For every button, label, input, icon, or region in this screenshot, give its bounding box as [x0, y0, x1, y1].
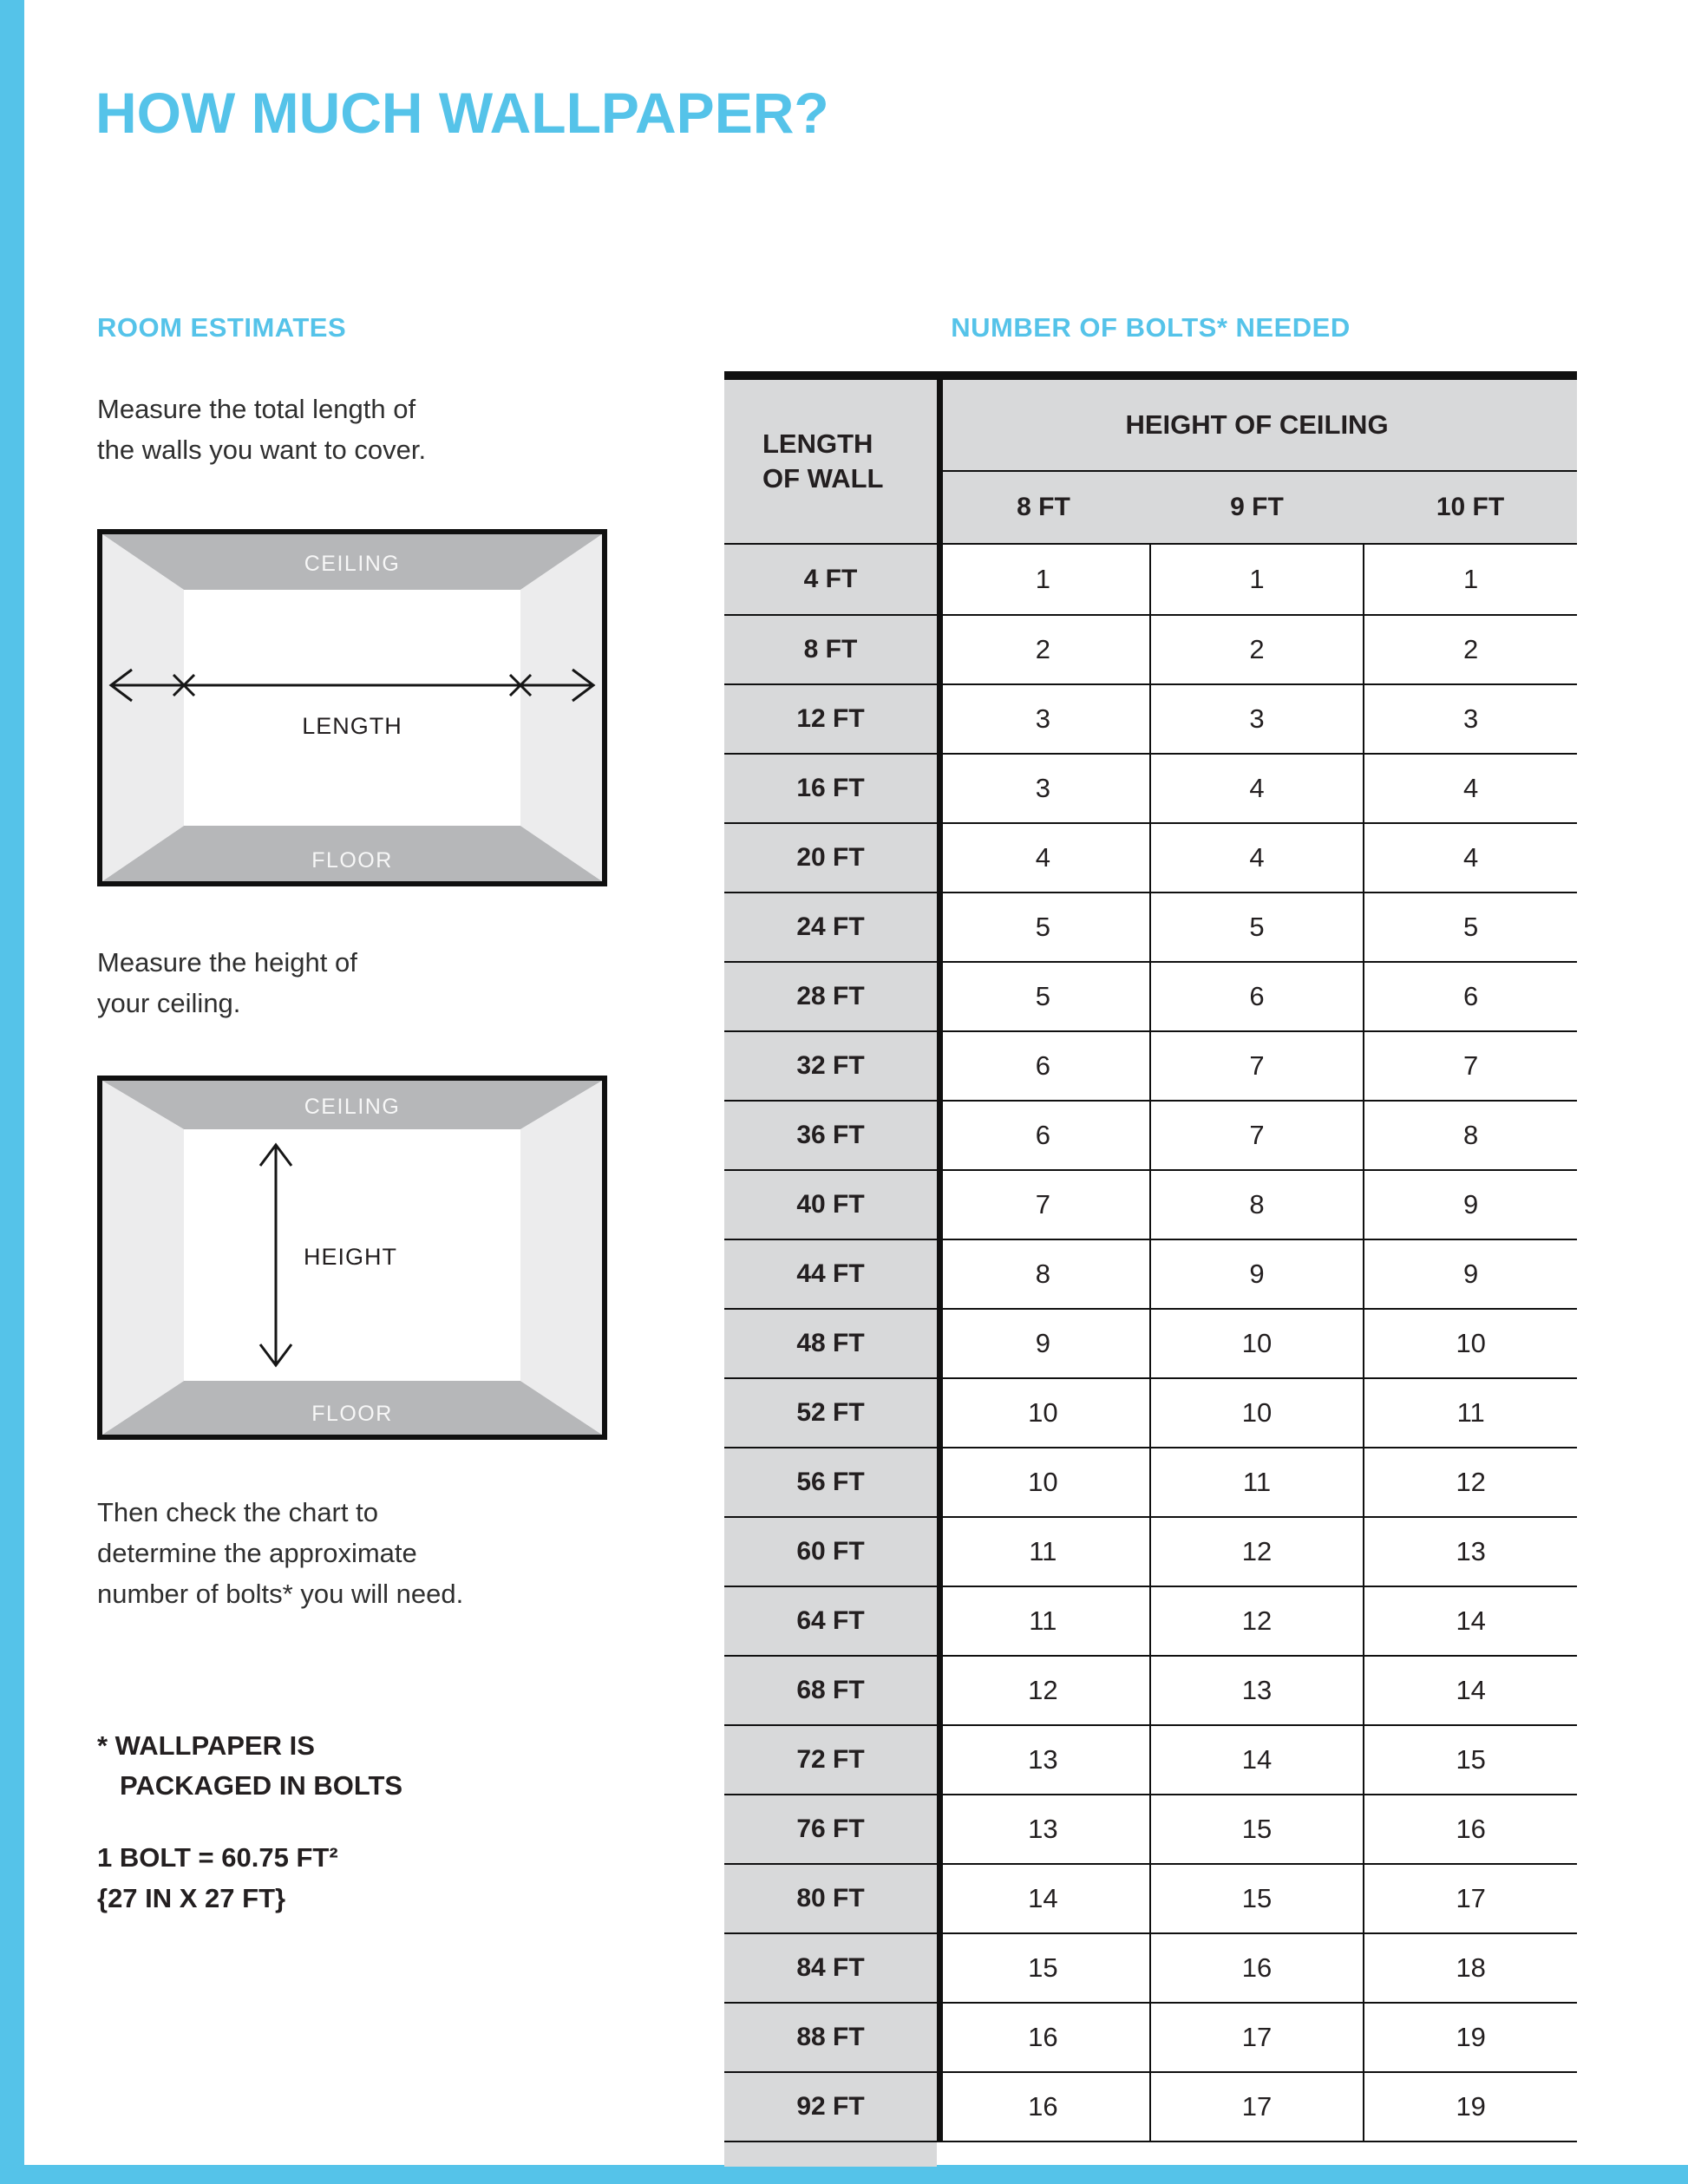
page-title: HOW MUCH WALLPAPER?: [95, 81, 829, 145]
room-length-diagram: [97, 529, 607, 886]
bolt-count-cell: 15: [1028, 1952, 1058, 1983]
bolt-count-cell: 5: [1035, 981, 1050, 1011]
bolt-count-cell: 5: [1363, 893, 1577, 961]
bolt-count-cell: 6: [1149, 963, 1364, 1030]
bolt-count-cell: 7: [1035, 1189, 1050, 1220]
bolt-count-cell: 14: [1149, 1726, 1364, 1794]
table-row: [724, 1308, 1577, 1377]
bolt-count-cell: 16: [1028, 2091, 1058, 2122]
wall-length-cell: 8 FT: [724, 616, 937, 683]
bolt-count-cell: 12: [1149, 1518, 1364, 1586]
wall-length-cell: 4 FT: [724, 545, 937, 614]
bolt-count-cell: 1: [1149, 545, 1364, 614]
bolt-count-cell: 16: [1363, 1795, 1577, 1863]
table-row: [724, 753, 1577, 822]
wall-length-cell: 64 FT: [724, 1587, 937, 1655]
bolt-count-cell: 13: [1363, 1518, 1577, 1586]
bolt-count-cell: 12: [1363, 1448, 1577, 1516]
bolt-count-cell: 13: [1028, 1814, 1058, 1844]
table-row: [724, 1377, 1577, 1447]
bolt-count-cell: 13: [1149, 1657, 1364, 1724]
bolt-count-cells: [937, 1518, 1577, 1586]
bolt-count-cell: 5: [1035, 912, 1050, 942]
table-row: [724, 1863, 1577, 1932]
bolt-count-cell: 4: [1363, 755, 1577, 822]
table-row: [724, 2002, 1577, 2071]
bolt-count-cell: 7: [1363, 1032, 1577, 1100]
bolt-count-cells: [937, 1587, 1577, 1655]
bolt-count-cell: 7: [1149, 1032, 1364, 1100]
bolt-count-cells: [937, 685, 1577, 753]
ceiling-9ft-header: 9 FT: [1230, 493, 1284, 521]
bolt-count-cell: 6: [1035, 1120, 1050, 1150]
table-row: [724, 822, 1577, 892]
bolts-table: [724, 371, 1577, 2167]
table-row: [724, 1447, 1577, 1516]
bolt-count-cell: 19: [1363, 2073, 1577, 2141]
bolt-count-cell: 13: [1028, 1744, 1058, 1775]
step1-text: [97, 389, 426, 470]
wallpaper-bolts-footnote: [97, 1726, 402, 1806]
ceiling-label: CEILING: [304, 552, 401, 576]
wall-length-cell: 36 FT: [724, 1102, 937, 1169]
wall-length-cell: 60 FT: [724, 1518, 937, 1586]
table-top-bar: [724, 371, 1577, 380]
bolt-count-cell: 8: [1363, 1102, 1577, 1169]
table-row: [724, 614, 1577, 683]
bolts-needed-heading: NUMBER OF BOLTS* NEEDED: [951, 312, 1351, 343]
left-wall: [102, 534, 184, 881]
table-row: [724, 1030, 1577, 1100]
wall-length-cell: 56 FT: [724, 1448, 937, 1516]
bolt-count-cells: [937, 1865, 1577, 1932]
bolt-count-cell: 11: [1149, 1448, 1364, 1516]
table-header: [724, 380, 1577, 545]
bolt-count-cell: 10: [1028, 1397, 1058, 1428]
bolt-count-cells: [937, 1310, 1577, 1377]
table-row: [724, 545, 1577, 614]
bolt-count-cell: 14: [1363, 1587, 1577, 1655]
bolt-count-cell: 10: [1363, 1310, 1577, 1377]
bolt-count-cells: [937, 1657, 1577, 1724]
bolt-count-cell: 6: [1035, 1050, 1050, 1081]
table-footer-gray: [724, 2142, 937, 2167]
bolt-count-cell: 10: [1149, 1310, 1364, 1377]
right-wall: [520, 1081, 602, 1435]
ceiling-10ft-header: 10 FT: [1436, 493, 1505, 521]
ceiling-label: CEILING: [304, 1095, 401, 1119]
wall-length-cell: 52 FT: [724, 1379, 937, 1447]
ceiling-height-subheaders: [937, 472, 1577, 543]
table-header-right: [937, 380, 1577, 543]
room-estimates-heading: ROOM ESTIMATES: [97, 312, 347, 343]
wall-length-cell: 88 FT: [724, 2004, 937, 2071]
bolt-count-cell: 18: [1363, 1934, 1577, 2002]
bolt-count-cell: 11: [1029, 1605, 1057, 1636]
bolt-count-cell: 17: [1149, 2073, 1364, 2141]
step3-line3: number of bolts* you will need.: [97, 1579, 464, 1609]
wall-length-cell: 16 FT: [724, 755, 937, 822]
bolt-count-cell: 3: [1149, 685, 1364, 753]
bolt-spec: [97, 1837, 338, 1919]
bolt-count-cell: 7: [1149, 1102, 1364, 1169]
bolt-count-cells: [937, 1240, 1577, 1308]
height-of-ceiling-header: HEIGHT OF CEILING: [937, 380, 1577, 472]
bolt-count-cells: [937, 2004, 1577, 2071]
bolt-count-cells: [937, 1379, 1577, 1447]
bolt-count-cell: 12: [1149, 1587, 1364, 1655]
bolt-count-cells: [937, 1934, 1577, 2002]
table-row: [724, 1516, 1577, 1586]
bolt-count-cells: [937, 824, 1577, 892]
bolt-count-cell: 12: [1028, 1675, 1058, 1705]
bolt-count-cells: [937, 1448, 1577, 1516]
bolt-count-cell: 2: [1363, 616, 1577, 683]
length-of-wall-line2: OF WALL: [762, 463, 884, 494]
bolt-spec-line2: {27 IN X 27 FT}: [97, 1883, 286, 1913]
wall-length-cell: 72 FT: [724, 1726, 937, 1794]
bolt-count-cell: 2: [1149, 616, 1364, 683]
bolt-count-cell: 15: [1149, 1795, 1364, 1863]
ceiling-height-diagram: [97, 1076, 607, 1440]
bolt-count-cell: 5: [1149, 893, 1364, 961]
step3-line2: determine the approximate: [97, 1538, 417, 1568]
wall-length-cell: 24 FT: [724, 893, 937, 961]
bolt-count-cell: 8: [1149, 1171, 1364, 1239]
bolt-count-cell: 8: [1035, 1259, 1050, 1289]
bolt-count-cell: 4: [1363, 824, 1577, 892]
table-row: [724, 1932, 1577, 2002]
bolt-count-cell: 3: [1363, 685, 1577, 753]
bolt-count-cells: [937, 963, 1577, 1030]
bolt-count-cell: 17: [1149, 2004, 1364, 2071]
step2-line1: Measure the height of: [97, 947, 357, 978]
bolt-count-cells: [937, 2073, 1577, 2141]
bolt-count-cells: [937, 1171, 1577, 1239]
bolt-count-cell: 2: [1035, 634, 1050, 664]
wall-length-cell: 12 FT: [724, 685, 937, 753]
floor-label: FLOOR: [311, 1402, 393, 1426]
wall-length-cell: 28 FT: [724, 963, 937, 1030]
bolt-count-cells: [937, 1102, 1577, 1169]
table-row: [724, 1794, 1577, 1863]
bolt-count-cells: [937, 755, 1577, 822]
table-row: [724, 961, 1577, 1030]
table-row: [724, 683, 1577, 753]
left-accent-stripe: [0, 0, 24, 2184]
wall-length-cell: 68 FT: [724, 1657, 937, 1724]
wall-length-cell: 32 FT: [724, 1032, 937, 1100]
table-row: [724, 1655, 1577, 1724]
step3-line1: Then check the chart to: [97, 1497, 378, 1527]
step3-text: [97, 1492, 463, 1614]
bolt-count-cell: 9: [1363, 1171, 1577, 1239]
table-row: [724, 1239, 1577, 1308]
bolt-count-cell: 11: [1029, 1536, 1057, 1566]
bolt-count-cell: 3: [1035, 703, 1050, 734]
wall-length-cell: 40 FT: [724, 1171, 937, 1239]
bolt-count-cell: 14: [1028, 1883, 1058, 1913]
bolt-count-cell: 14: [1363, 1657, 1577, 1724]
back-wall: [184, 590, 520, 826]
bolt-count-cell: 4: [1149, 824, 1364, 892]
footnote-line1: * WALLPAPER IS: [97, 1730, 315, 1761]
bolt-spec-line1: 1 BOLT = 60.75 FT²: [97, 1842, 338, 1873]
bolt-count-cell: 1: [1363, 545, 1577, 614]
bolt-count-cell: 19: [1363, 2004, 1577, 2071]
left-wall: [102, 1081, 184, 1435]
bolt-count-cell: 15: [1363, 1726, 1577, 1794]
wall-length-cell: 92 FT: [724, 2073, 937, 2141]
step2-text: [97, 942, 357, 1023]
step2-line2: your ceiling.: [97, 988, 241, 1018]
bolt-count-cells: [937, 893, 1577, 961]
length-label: LENGTH: [302, 713, 402, 739]
bolt-count-cell: 1: [1035, 564, 1050, 594]
bolt-count-cells: [937, 545, 1577, 614]
bolt-count-cell: 9: [1149, 1240, 1364, 1308]
bottom-accent-bar: [0, 2165, 1688, 2184]
wall-length-cell: 20 FT: [724, 824, 937, 892]
ceiling-8ft-header: 8 FT: [1017, 493, 1070, 521]
bolt-count-cell: 11: [1363, 1379, 1577, 1447]
bolt-count-cells: [937, 1032, 1577, 1100]
bolt-count-cell: 17: [1363, 1865, 1577, 1932]
wall-length-cell: 80 FT: [724, 1865, 937, 1932]
bolt-count-cell: 15: [1149, 1865, 1364, 1932]
bolt-count-cell: 10: [1149, 1379, 1364, 1447]
table-row: [724, 1724, 1577, 1794]
floor-label: FLOOR: [311, 848, 393, 873]
bolt-count-cell: 9: [1035, 1328, 1050, 1358]
step1-line1: Measure the total length of: [97, 394, 416, 424]
table-row: [724, 1100, 1577, 1169]
bolt-count-cell: 10: [1028, 1467, 1058, 1497]
table-row: [724, 1586, 1577, 1655]
bolt-count-cell: 3: [1035, 773, 1050, 803]
bolt-count-cell: 16: [1149, 1934, 1364, 2002]
table-column-divider: [937, 380, 943, 2142]
bolt-count-cells: [937, 1726, 1577, 1794]
table-row: [724, 892, 1577, 961]
bolt-count-cells: [937, 616, 1577, 683]
table-row: [724, 2071, 1577, 2141]
height-label: HEIGHT: [304, 1244, 398, 1270]
table-body: [724, 545, 1577, 2141]
bolt-count-cell: 16: [1028, 2022, 1058, 2052]
wall-length-cell: 84 FT: [724, 1934, 937, 2002]
bolt-count-cells: [937, 1795, 1577, 1863]
footnote-line2: PACKAGED IN BOLTS: [120, 1770, 403, 1801]
table-row: [724, 1169, 1577, 1239]
wall-length-cell: 48 FT: [724, 1310, 937, 1377]
right-wall: [520, 534, 602, 881]
length-of-wall-line1: LENGTH: [762, 428, 873, 459]
bolt-count-cell: 4: [1035, 842, 1050, 873]
bolt-count-cell: 6: [1363, 963, 1577, 1030]
length-of-wall-header: [724, 380, 937, 543]
bolt-count-cell: 4: [1149, 755, 1364, 822]
wall-length-cell: 44 FT: [724, 1240, 937, 1308]
step1-line2: the walls you want to cover.: [97, 435, 427, 465]
bolt-count-cell: 9: [1363, 1240, 1577, 1308]
wall-length-cell: 76 FT: [724, 1795, 937, 1863]
